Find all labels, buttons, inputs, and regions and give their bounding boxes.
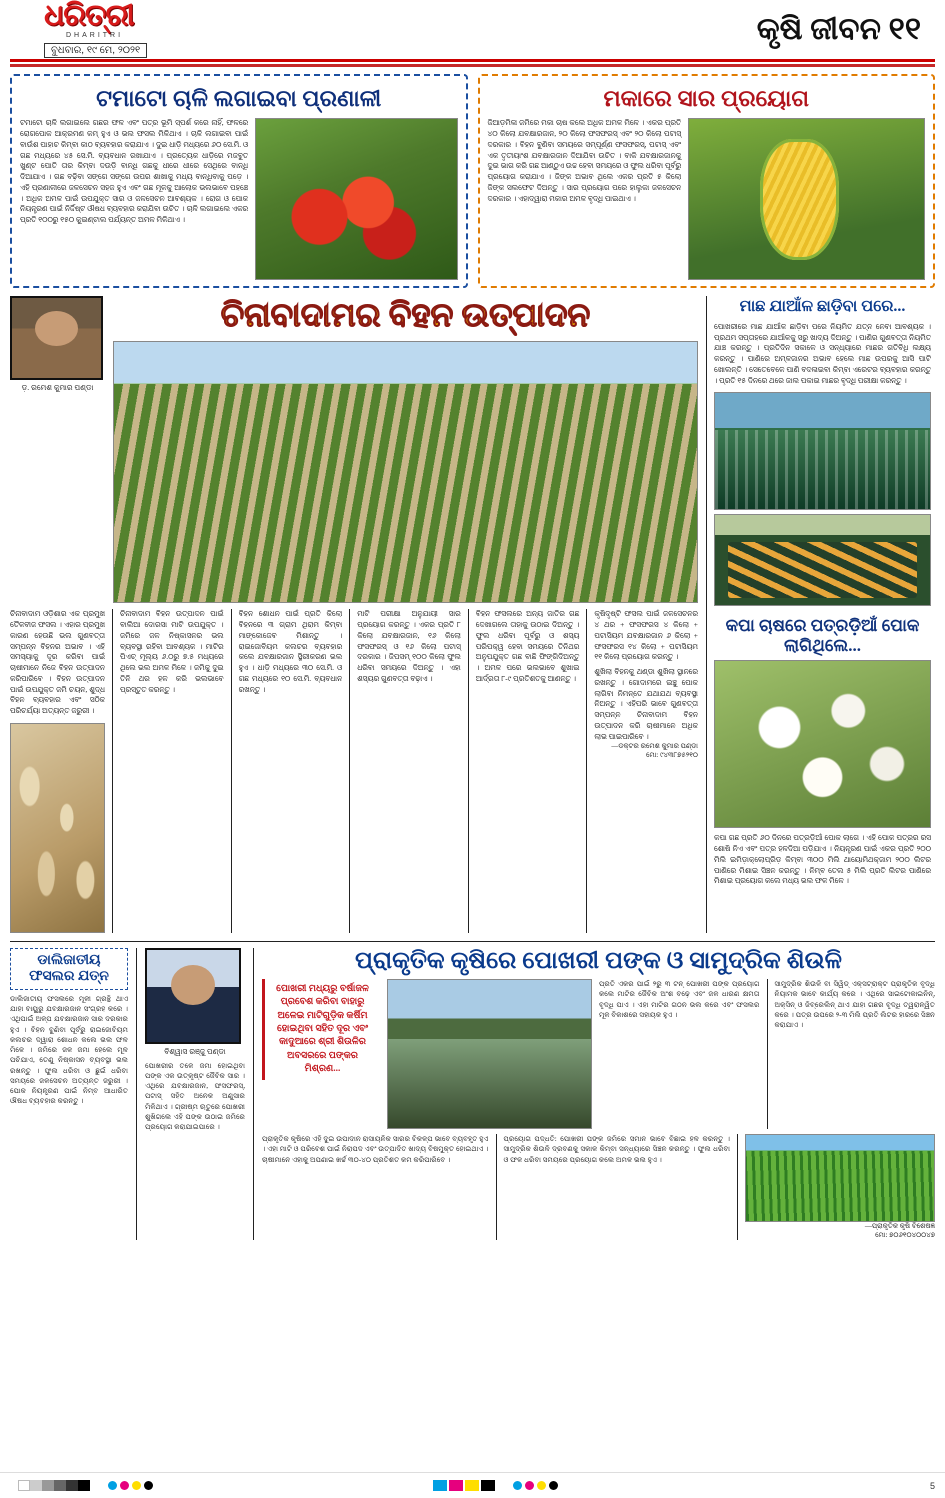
masthead-rule <box>10 64 935 67</box>
registration-dots-left <box>108 1481 153 1490</box>
bottom-author-photo <box>145 948 241 1044</box>
feature-columns <box>120 609 698 932</box>
feature-author-credit: —ଡକ୍ଟର ରମେଶ କୁମାର ପଣ୍ଡା <box>611 742 698 751</box>
pulses-headline-box <box>10 948 128 990</box>
fish-article-body: ପୋଖରୀରେ ମାଛ ଯାଆଁଳ ଛାଡ଼ିବା ପରେ ନିୟମିତ ଯତ୍ନ ନେବା ଆବଶ୍ୟକ । ପ୍ରଥମ ସପ୍ତାହରେ ଯାଆଁଳକୁ ସରୁ ଖାଦ୍ୟ ଦିଅନ୍ତୁ । ପାଣିର ଗୁଣବତ୍ତା ନିୟମିତ ଯାଞ୍ଚ କରନ୍ତୁ । ପ୍ରତିଦିନ ସକାଳେ ଓ ସନ୍ଧ୍ୟାରେ ମାଛର ଗତିବିଧି ଲକ୍ଷ୍ୟ କରନ୍ତୁ । ପାଣିରେ ଅମ୍ଳଜାନର ଅଭାବ ହେଲେ ମାଛ ଉପରକୁ ଆସି ପାଟି ଖୋଲନ୍ତି । ସେତେବେଳେ ପାଣି ବଦଳାଇବା କିମ୍ବା ଏରେଟର ବ୍ୟବହାର କରନ୍ତୁ । ପ୍ରତି ୧୫ ଦିନରେ ଥରେ ଜାଲ ପକାଇ ମାଛର ବୃଦ୍ଧି ପରୀକ୍ଷା କରନ୍ତୁ । <box>714 321 931 385</box>
author-name: ଡ଼. ରମେଶ କୁମାର ପଣ୍ଡା <box>21 383 94 393</box>
feature-intro: ଚିନାବାଦାମ ଓଡ଼ିଶାର ଏକ ପ୍ରମୁଖ ତୈଳବୀଜ ଫସଲ । ଏହାର ପ୍ରମୁଖ କାରଣ ହେଉଛି ଭଲ ଗୁଣବତ୍ତା ସମ୍ପନ୍ନ ବିହନର ଅଭାବ । ଏହି ସମସ୍ୟାକୁ ଦୂର କରିବା ପାଇଁ ଚାଷୀମାନେ ନିଜେ ବିହନ ଉତ୍ପାଦନ କରିପାରିବେ । ବିହନ ଉତ୍ପାଦନ ପାଇଁ ଉପଯୁକ୍ତ ଜମି ଚୟନ, ଶୁଦ୍ଧ ବିହନ ବ୍ୟବହାର ଏବଂ ସଠିକ ପରିଚର୍ଯ୍ୟା ଅତ୍ୟନ୍ତ ଜରୁରୀ । <box>10 609 105 716</box>
article-maize-box <box>478 74 936 288</box>
bottom-author-block <box>145 948 245 1240</box>
feature-main <box>10 296 698 932</box>
page-number: 5 <box>929 1480 935 1491</box>
masthead-logo-block <box>10 1 147 58</box>
article-tomato-box <box>10 74 468 288</box>
cotton-article-headline: କପା ଚାଷରେ ପତ୍ରଡ଼ିଆଁ ପୋକ ଲାଗିଥିଲେ... <box>725 616 920 655</box>
bottom-phone: ମୋ: ୭୦୬୧୦୪୦୦୪୭ <box>875 1231 935 1240</box>
dateline: ବୁଧବାର, ୧୯ ମେ, ୨୦୨୧ <box>44 43 147 58</box>
pulses-article <box>10 948 128 1240</box>
feature-col-1: ଚିନାବାଦାମ ବିହନ ଉତ୍ପାଦନ ପାଇଁ ବାଲିଆ ଦୋରସା ମାଟି ଉପଯୁକ୍ତ । ଜମିରେ ଜଳ ନିଷ୍କାସନର ଭଲ ବ୍ୟବସ୍ଥା ରହିବା ଆବଶ୍ୟକ । ମାଟିର ପିଏଚ୍ ମୂଲ୍ୟ ୬.୦ରୁ ୭.୫ ମଧ୍ୟରେ ଥିଲେ ଭଲ ଅମଳ ମିଳେ । ଜମିକୁ ଦୁଇ ତିନି ଥର ହଳ କରି ଭଲଭାବେ ପ୍ରସ୍ତୁତ କରନ୍ତୁ । <box>120 609 224 694</box>
feature-author-block <box>10 296 105 393</box>
bottom-author-name: ବିଶ୍ୱାସ ରଞ୍ଜୁ ପଣ୍ଡା <box>164 1046 226 1056</box>
pond-sludge-photo <box>387 979 592 1129</box>
pulses-headline: ଡାଲିଜାତୀୟ ଫସଲର ଯତ୍ନ <box>29 952 109 984</box>
bottom-main-article <box>262 948 935 1240</box>
cmyk-swatches <box>433 1480 495 1491</box>
fish-pond-photo <box>714 392 931 510</box>
bottom-col-a: ପୋଖରୀର ତଳେ ଜମା ହୋଇଥିବା ପଙ୍କ ଏକ ଉତ୍କୃଷ୍ଟ ଜୈବିକ ସାର । ଏଥିରେ ଯବକ୍ଷାରଜାନ, ଫସଫରସ୍, ପଟାସ୍ ସହିତ ଅନେକ ଅଣୁସାର ମିଳିଥାଏ । ଗ୍ରୀଷ୍ମ ଋତୁରେ ପୋଖରୀ ଶୁଖିଗଲେ ଏହି ପଙ୍କ ଉଠାଇ ଜମିରେ ପ୍ରୟୋଗ କରାଯାଇପାରେ । <box>145 1061 245 1132</box>
bottom-credit: —ପ୍ରାକୃତିକ କୃଷି ବିଶେଷଜ୍ଞ <box>864 1222 935 1231</box>
bottom-pull-quote: ପୋଖରୀ ମଧ୍ୟରୁ ବର୍ଷାଜଳ ପ୍ରବେଶ କରିବା ବାହାରୁ ଅଳେଇ ମାଟିଗୁଡ଼ିକ କର୍ଷିମ ହୋଇଥିବା ସହିତ ଦୂର ଏବଂ କାଦୁଆରେ ଶ୍ରୀ ଶିଉଳିର ଅବସରରେ ପଙ୍କର ମିଶ୍ରଣ... <box>262 979 380 1080</box>
cotton-photo <box>714 660 931 828</box>
right-rail <box>706 296 931 932</box>
registration-dots-right <box>513 1481 558 1490</box>
feature-col-4: ବିହନ ଫସଲରେ ଅନ୍ୟ ଜାତିର ଗଛ ଦେଖାଗଲେ ତାହାକୁ ଉଠାଇ ଦିଅନ୍ତୁ । ଫୁଲ ଧରିବା ପୂର୍ବରୁ ଓ ଶସ୍ୟ ପରିପକ୍ୱ ହେବା ସମୟରେ ତିନିଥର ଅନୁପଯୁକ୍ତ ଗଛ ବାଛି ଫିଙ୍ଗିଦିଅନ୍ତୁ । ଅମଳ ପରେ ଭଲଭାବେ ଶୁଖାଇ ଆର୍ଦ୍ରତା ୮-୯ ପ୍ରତିଶତକୁ ଆଣନ୍ତୁ । <box>475 609 580 683</box>
gray-ramp <box>18 1480 90 1491</box>
groundnut-field-photo <box>113 341 698 603</box>
bottom-col-b: ପ୍ରତି ଏକର ପାଇଁ ୨ରୁ ୩ ଟନ୍ ପୋଖରୀ ପଙ୍କ ପ୍ରୟୋଗ କଲେ ମାଟିର ଜୈବିକ ଅଂଶ ବଢ଼େ ଏବଂ ଜଳ ଧାରଣ କ୍ଷମତା ବୃଦ୍ଧି ପାଏ । ଏହା ମାଟିର ଗଠନ ଭଲ କରେ ଏବଂ ଫସଲର ମୂଳ ବିକାଶରେ ସହାୟକ ହୁଏ । <box>599 980 760 1019</box>
peanut-harvest-photo <box>10 723 105 933</box>
feature-col-2: ବିହନ ଶୋଧନ ପାଇଁ ପ୍ରତି କିଲୋ ବିହନରେ ୩ ଗ୍ରାମ ଥିରାମ କିମ୍ବା ମାଙ୍କୋଜେବ ମିଶାନ୍ତୁ । ରାଇଜୋବିୟମ କଲଚର ବ୍ୟବହାର କଲେ ଯବକ୍ଷାରଜାନ ସ୍ଥିରୀକରଣ ଭଲ ହୁଏ । ଧାଡ଼ି ମଧ୍ୟରେ ୩୦ ସେ.ମି. ଓ ଗଛ ମଧ୍ୟରେ ୧୦ ସେ.ମି. ବ୍ୟବଧାନ ରଖନ୍ତୁ । <box>238 609 343 694</box>
tomato-photo <box>255 118 457 280</box>
article-tomato-body: ଟମାଟୋ ଚାଳି ଲଗାଇଲେ ଗଛର ଫଳ ଏବଂ ପତ୍ର ଭୂମି ସ୍ପର୍ଶ କରେ ନାହିଁ, ଫଳରେ ରୋଗପୋକ ଆକ୍ରମଣ କମ୍ ହୁଏ ଓ ଭଲ ଫସଲ ମିଳିଥାଏ । ଚାଳି ଲଗାଇବା ପାଇଁ ବାଉଁଶ ପାହାଚ କିମ୍ବା କାଠ ବ୍ୟବହାର କରାଯାଏ । ଦୁଇ ଧାଡ଼ି ମଧ୍ୟରେ ୬୦ ସେ.ମି. ଓ ଗଛ ମଧ୍ୟରେ ୪୫ ସେ.ମି. ବ୍ୟବଧାନ ରଖାଯାଏ । ପ୍ରତ୍ୟେକ ଧାଡ଼ିରେ ମଜବୁତ ଖୁଣ୍ଟ ପୋତି ତାର କିମ୍ବା ଦଉଡ଼ି ବାନ୍ଧି ଗଛକୁ ଧୀରେ ଧୀରେ ସେଥିରେ ବାନ୍ଧି ଦିଆଯାଏ । ଗଛ ବଢ଼ିବା ସଙ୍ଗେ ସଙ୍ଗେ ଉପର ଶାଖାକୁ ମଧ୍ୟ ବାନ୍ଧିବାକୁ ପଡ଼େ । ଏହି ପ୍ରଣାଳୀରେ ଜଳସେଚନ ସହଜ ହୁଏ ଏବଂ ଗଛ ମୂଳକୁ ଆଲୋକ ଭଲଭାବେ ପହଞ୍ଚେ । ଅଧିକ ଅମଳ ପାଇଁ ଉପଯୁକ୍ତ ସାର ଓ ଜଳସେଚନ ଆବଶ୍ୟକ । ରୋଗ ଓ ପୋକ ନିୟନ୍ତ୍ରଣ ପାଇଁ ନିର୍ଦ୍ଦିଷ୍ଟ ଔଷଧ ବ୍ୟବହାର କରାଯିବା ଉଚିତ । ଚାଳି ଲଗାଇଲେ ଏକର ପ୍ରତି ୧୦୦ରୁ ୧୫୦ କୁଇଣ୍ଟାଲ ପର୍ଯ୍ୟନ୍ତ ଅମଳ ମିଳିଥାଏ । <box>20 118 249 225</box>
bottom-col-c: ସାମୁଦ୍ରିକ ଶିଉଳି ବା ସିୱିଡ୍ ଏକ୍ସଟ୍ରାକ୍ଟ ପ୍ରାକୃତିକ ବୃଦ୍ଧି ନିୟାମକ ଭାବେ କାର୍ଯ୍ୟ କରେ । ଏଥିରେ ସାଇଟୋକାଇନିନ୍, ଅକ୍ସିନ୍ ଓ ଜିବ୍ରେଲିନ୍ ଥାଏ ଯାହା ଗଛର ବୃଦ୍ଧି ତ୍ୱରାନ୍ୱିତ କରେ । ପତ୍ର ଉପରେ ୨-୩ ମିଲି ପ୍ରତି ଲିଟର ହାରରେ ସିଞ୍ଚନ କରାଯାଏ । <box>774 980 935 1030</box>
article-maize-headline: ମକାରେ ସାର ପ୍ରୟୋଗ <box>603 86 810 111</box>
section-title: କୃଷି ଜୀବନ ୧୧ <box>756 11 921 46</box>
maize-photo <box>688 118 925 280</box>
feature-col-3: ମାଟି ପରୀକ୍ଷା ଅନୁଯାୟୀ ସାର ପ୍ରୟୋଗ କରନ୍ତୁ । ଏକର ପ୍ରତି ୮ କିଲୋ ଯବକ୍ଷାରଜାନ, ୧୬ କିଲୋ ଫସଫରସ୍ ଓ ୧୬ କିଲୋ ପଟାସ୍ ଦରକାର । ଜିପସମ୍ ୧୦୦ କିଲୋ ଫୁଲ ଧରିବା ସମୟରେ ଦିଅନ୍ତୁ । ଏହା ଶସ୍ୟର ଗୁଣବତ୍ତା ବଢ଼ାଏ । <box>357 609 461 683</box>
article-maize-body: ଜିଆଡ଼ମିଳା ଜମିରେ ମକା ଚାଷ କଲେ ଅଧିକ ଅମଳ ମିଳେ । ଏକର ପ୍ରତି ୪୦ କିଲୋ ଯବକ୍ଷାରଜାନ, ୨୦ କିଲୋ ଫସଫରସ୍ ଏବଂ ୨୦ କିଲୋ ପଟାସ୍ ଦରକାର । ବିହନ ବୁଣିବା ସମୟରେ ସମ୍ପୂର୍ଣ୍ଣ ଫସଫରସ୍, ପଟାସ୍ ଏବଂ ଏକ ତୃତୀୟାଂଶ ଯବକ୍ଷାରଜାନ ଦିଆଯିବା ଉଚିତ । ବାକି ଯବକ୍ଷାରଜାନକୁ ଦୁଇ ଭାଗ କରି ଗଛ ଆଣ୍ଠୁଏ ଉଚ୍ଚ ହେବା ସମୟରେ ଓ ଫୁଲ ଧରିବା ପୂର୍ବରୁ ପ୍ରୟୋଗ କରାଯାଏ । ଜିଙ୍କ ଅଭାବ ଥିଲେ ଏକର ପ୍ରତି ୫ କିଲୋ ଜିଙ୍କ ସଲଫେଟ ଦିଅନ୍ତୁ । ସାର ପ୍ରୟୋଗ ପରେ ହାଲୁକା ଜଳସେଚନ ଦରକାର । ଏହାଦ୍ୱାରା ମକାର ଅମଳ ବୃଦ୍ଧି ପାଇଥାଏ । <box>487 118 682 203</box>
print-registration-bar <box>0 1472 945 1498</box>
bottom-col-e: ପ୍ରୟୋଗ ପଦ୍ଧତି: ପୋଖରୀ ପଙ୍କ ଜମିରେ ସମାନ ଭାବେ ବିଛାଇ ହଳ କରନ୍ତୁ । ସାମୁଦ୍ରିକ ଶିଉଳି ଦ୍ରବଣକୁ ସକାଳ କିମ୍ବା ସନ୍ଧ୍ୟାରେ ସିଞ୍ଚନ କରନ୍ତୁ । ଫୁଲ ଧରିବା ଓ ଫଳ ଧରିବା ସମୟରେ ପ୍ରୟୋଗ କଲେ ଅମଳ ଭଲ ହୁଏ । <box>503 1135 730 1164</box>
feature-phone: ମୋ: ୯୪୩୮୭୫୨୧୦ <box>645 751 698 760</box>
bottom-section <box>10 941 935 1240</box>
article-maize <box>478 74 936 288</box>
author-photo <box>10 296 103 380</box>
bottom-col-d: ପ୍ରାକୃତିକ କୃଷିରେ ଏହି ଦୁଇ ଉପାଦାନ ରାସାୟନିକ ସାରର ବିକଳ୍ପ ଭାବେ ବ୍ୟବହୃତ ହୁଏ । ଏହା ମାଟି ଓ ପରିବେଶ ପାଇଁ ନିରାପଦ ଏବଂ ଉତ୍ପାଦିତ ଖାଦ୍ୟ ବିଷମୁକ୍ତ ହୋଇଥାଏ । ଚାଷୀମାନେ ଏହାକୁ ଅପଣାଇ ଖର୍ଚ୍ଚ ୩୦-୪୦ ପ୍ରତିଶତ କମ କରିପାରିବେ । <box>262 1135 489 1164</box>
feature-section <box>10 296 935 932</box>
feature-col-5: ଶୁଖିଲା ବିହନକୁ ଥଣ୍ଡା ଶୁଖିଲା ସ୍ଥାନରେ ରଖନ୍ତୁ । ଗୋଦାମରେ ଇଞ୍ଚୁ ପୋକ ଲାଗିବା ନିମନ୍ତେ ଯଥାଯଥ ବ୍ୟବସ୍ଥା ନିଅନ୍ତୁ । ଏହିପରି ଭାବେ ଗୁଣବତ୍ତା ସମ୍ପନ୍ନ ଚିନାବାଦାମ ବିହନ ଉତ୍ପାଦନ କରି ଚାଷୀମାନେ ଅଧିକ ଲାଭ ପାଇପାରିବେ । <box>594 667 698 741</box>
feature-col-5-wrap <box>594 609 698 932</box>
article-tomato <box>10 74 468 288</box>
feature-caption-note: କୃଷିଦୃଷ୍ଟି ଫସଲ ପାଇଁ ଜଳସେଚନର ୪ ଥର + ଫସଫରସ ୪ କିଲୋ + ପଟାସିୟମ ଯବକ୍ଷାରଜାନ ୬ କିଲୋ + ଫସଫରସ ୧୪ କିଲୋ + ପଟାସିୟମ ୧୧ କିଲୋ ପ୍ରୟୋଗ କରନ୍ତୁ । <box>594 609 698 662</box>
cotton-article-body: କପା ଗଛ ପ୍ରତି ୬୦ ଦିନରେ ପତ୍ରଡ଼ିଆଁ ପୋକ ଲାଗେ । ଏହି ପୋକ ପତ୍ରର ରସ ଶୋଷି ନିଏ ଏବଂ ପତ୍ର ହଳଦିଆ ପଡ଼ିଯାଏ । ନିୟନ୍ତ୍ରଣ ପାଇଁ ଏକର ପ୍ରତି ୨୦୦ ମିଲି ଇମିଡ଼ାକ୍ଲୋପ୍ରିଡ଼ କିମ୍ବା ୩୦୦ ମିଲି ଥାୟୋମିଥକ୍ଜାମ ୨୦୦ ଲିଟର ପାଣିରେ ମିଶାଇ ସିଞ୍ଚନ କରନ୍ତୁ । ନିମ୍ବ ତେଲ ୫ ମିଲି ପ୍ରତି ଲିଟର ପାଣିରେ ମିଶାଇ ପ୍ରୟୋଗ କଲେ ମଧ୍ୟ ଭଲ ଫଳ ମିଳେ । <box>714 833 931 886</box>
fish-tank-photo <box>714 514 931 606</box>
publication-logo: ଧରିତ୍ରୀ <box>44 0 134 32</box>
article-tomato-headline: ଟମାଟୋ ଚାଳି ଲଗାଇବା ପ୍ରଣାଳୀ <box>96 86 382 111</box>
seaweed-photo <box>745 1134 935 1222</box>
pulses-body: ଡାଲିଜାତୀୟ ଫସଲରେ ମୂଳୀ ଗ୍ରନ୍ଥି ଥାଏ ଯାହା ବାୟୁରୁ ଯବକ୍ଷାରଜାନ ସଂଗ୍ରହ କରେ । ଏଥିପାଇଁ ଅଳ୍ପ ଯବକ୍ଷାରଜାନ ସାର ଦରକାର ହୁଏ । ବିହନ ବୁଣିବା ପୂର୍ବରୁ ରାଇଜୋବିୟମ କଲଚର ଦ୍ୱାରା ଶୋଧନ କଲେ ଭଲ ଫଳ ମିଳେ । ଜମିରେ ଜଳ ଜମା ହେଲେ ମୂଳ ପଚିଯାଏ, ତେଣୁ ନିଷ୍କାସନ ବ୍ୟବସ୍ଥା ଭଲ ରଖନ୍ତୁ । ଫୁଲ ଧରିବା ଓ ଛୁଇଁ ଧରିବା ସମୟରେ ଜଳସେଚନ ଅତ୍ୟନ୍ତ ଜରୁରୀ । ପୋକ ନିୟନ୍ତ୍ରଣ ପାଇଁ ନିମ୍ବ ଆଧାରିତ ଔଷଧ ବ୍ୟବହାର କରନ୍ତୁ । <box>10 994 128 1106</box>
feature-col-4-wrap <box>476 609 580 932</box>
masthead <box>10 0 935 62</box>
bottom-main-headline: ପ୍ରାକୃତିକ କୃଷିରେ ପୋଖରୀ ପଙ୍କ ଓ ସାମୁଦ୍ରିକ ଶିଉଳି <box>355 947 842 974</box>
publication-logo-latin: DHARITRI <box>66 32 124 39</box>
fish-article-headline: ମାଛ ଯାଆଁଳ ଛାଡ଼ିବା ପରେ... <box>739 298 906 316</box>
feature-headline: ଚିନାବାଦାମର ବିହନ ଉତ୍ପାଦନ <box>220 298 591 335</box>
top-articles-row <box>10 74 935 288</box>
